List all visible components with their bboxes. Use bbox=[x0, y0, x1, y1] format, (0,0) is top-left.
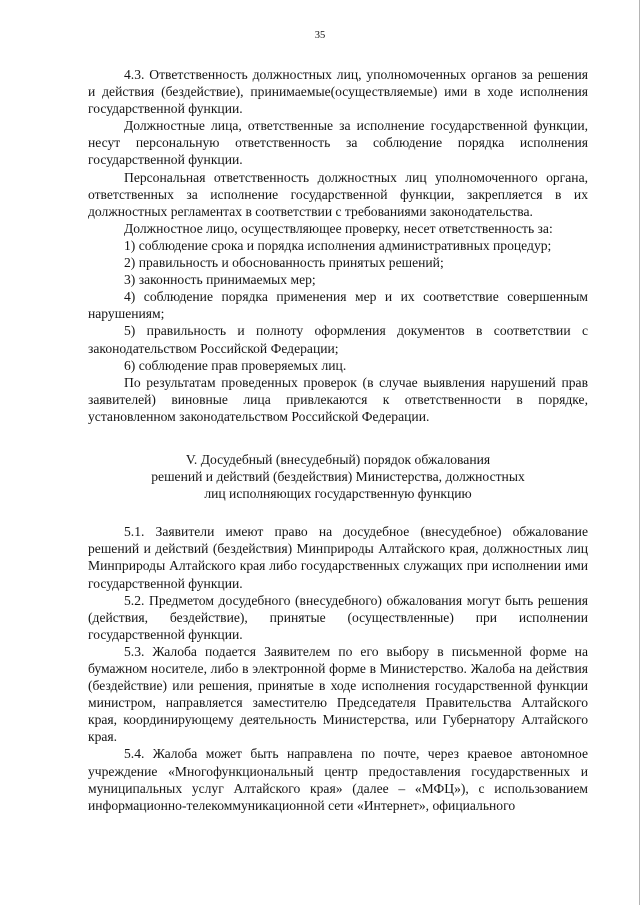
paragraph-5-1: 5.1. Заявители имеют право на досудебное (внесудебное) обжалование решений и действий (бездействия) Минприроды Алтайского края, должностных лиц Минприроды Алтайского края либо государственных служащих при исполнении ими государственной функции. bbox=[88, 524, 588, 591]
page-number: 35 bbox=[314, 30, 326, 41]
document-body bbox=[88, 66, 588, 814]
paragraph-4-3: 4.3. Ответственность должностных лиц, уполномоченных органов за решения и действия (бездействие), принимаемые(осуществляемые) ими в ходе исполнения государственной функции. bbox=[88, 67, 588, 117]
section-5-heading-line-1: V. Досудебный (внесудебный) порядок обжалования bbox=[185, 451, 491, 467]
list-item-3: 3) законность принимаемых мер; bbox=[124, 272, 316, 288]
paragraph-inspection-results: По результатам проведенных проверок (в случае выявления нарушений прав заявителей) виновные лица привлекаются к ответственности в порядке, установленном законодательством Российской Федерации. bbox=[88, 374, 588, 424]
section-5-heading-line-3: лиц исполняющих государственную функцию bbox=[204, 486, 472, 502]
section-5-heading bbox=[88, 451, 588, 502]
paragraph-5-4: 5.4. Жалоба может быть направлена по почте, через краевое автономное учреждение «Многофункциональный центр предоставления государственных и муниципальных услуг Алтайского края» (далее – «МФЦ»), с использованием информационно-телекоммуникационной сети «Интернет», официального bbox=[88, 746, 588, 813]
list-item-5: 5) правильность и полноту оформления документов в соответствии с законодательством Российской Федерации; bbox=[88, 323, 588, 356]
list-item-4: 4) соблюдение порядка применения мер и их соответствие совершенным нарушениям; bbox=[88, 289, 588, 322]
paragraph-personal-responsibility: Персональная ответственность должностных лиц уполномоченного органа, ответственных за исполнение государственной функции, закрепляется в их должностных регламентах в соответствии с требованиями законодательства. bbox=[88, 169, 588, 219]
list-item-1: 1) соблюдение срока и порядка исполнения административных процедур; bbox=[124, 237, 552, 253]
paragraph-officials-responsibility: Должностные лица, ответственные за исполнение государственной функции, несут персональную ответственность за соблюдение порядка исполнения государственной функции. bbox=[88, 118, 588, 168]
list-item-6: 6) соблюдение прав проверяемых лиц. bbox=[124, 357, 347, 373]
paragraph-5-3: 5.3. Жалоба подается Заявителем по его выбору в письменной форме на бумажном носителе, либо в электронной форме в Министерство. Жалоба на действия (бездействие) или решения, принятые в ходе исполнения государственной функции министром, направляется заместителю Председателя Правительства Алтайского края, координирующему деятельность Министерства, или Губернатору Алтайского края. bbox=[88, 643, 588, 745]
list-item-2: 2) правильность и обоснованность принятых решений; bbox=[124, 255, 444, 271]
paragraph-5-2: 5.2. Предметом досудебного (внесудебного) обжалования могут быть решения (действия, бездействие), принятые (осуществленные) при исполнении государственной функции. bbox=[88, 592, 588, 642]
section-5-heading-line-2: решений и действий (бездействия) Министерства, должностных bbox=[151, 469, 525, 485]
paragraph-inspector-responsibility: Должностное лицо, осуществляющее проверку, несет ответственность за: bbox=[124, 220, 553, 236]
